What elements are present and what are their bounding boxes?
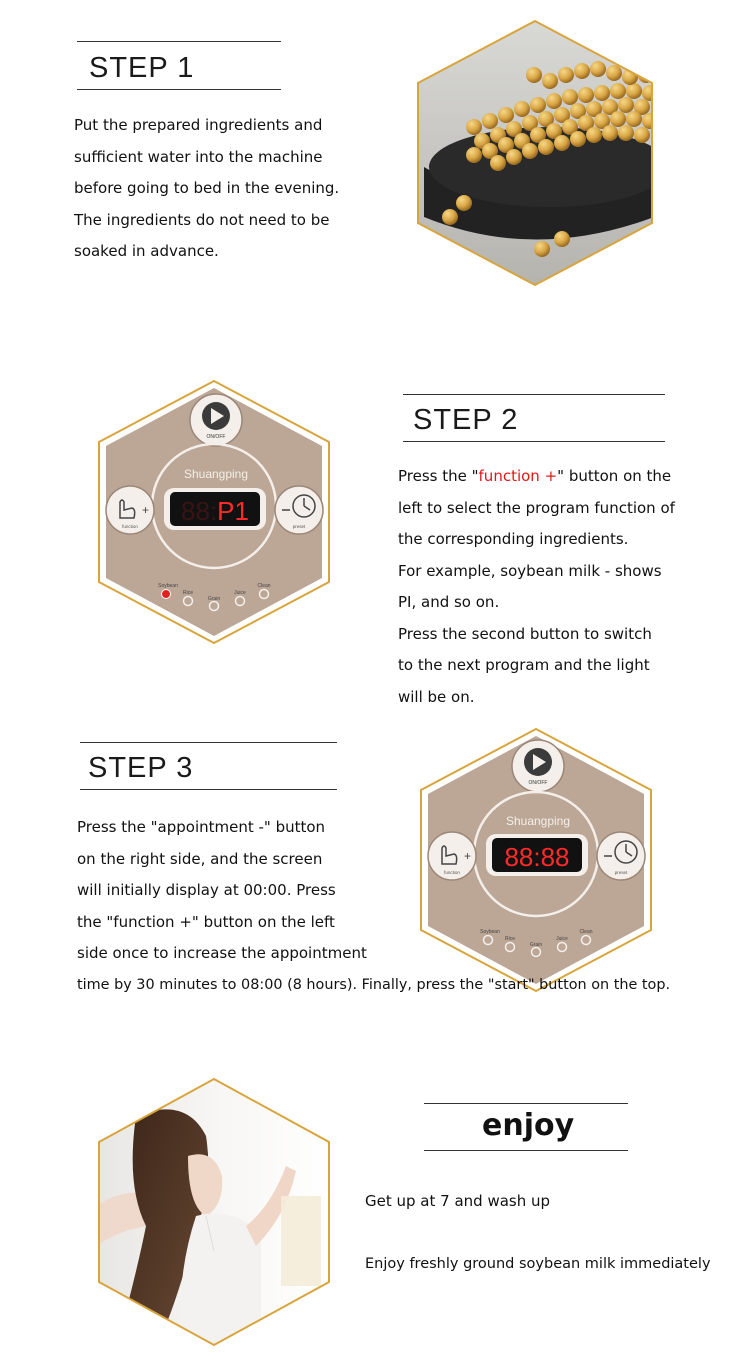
function-plus-highlight: function + — [478, 467, 558, 485]
function-label: function — [122, 524, 138, 529]
step3-title: STEP 3 — [88, 752, 194, 784]
step1-line: soaked in advance. — [74, 242, 219, 260]
svg-text:+: + — [464, 849, 472, 863]
led-display: 88:88 — [504, 842, 570, 872]
step3-bottom-rule — [80, 789, 337, 790]
woman-waking-image — [96, 1076, 332, 1348]
svg-text:Clean: Clean — [257, 583, 271, 589]
step1-title: STEP 1 — [89, 52, 195, 84]
step1-top-rule — [77, 41, 281, 42]
soybean-bowl-image — [414, 17, 656, 289]
step2-line: Press the second button to switch — [398, 624, 652, 643]
step2-title: STEP 2 — [413, 404, 519, 436]
svg-text:Rice: Rice — [504, 936, 516, 942]
svg-text:Grain: Grain — [529, 942, 543, 948]
svg-text:Rice: Rice — [182, 590, 194, 596]
svg-text:Soybean: Soybean — [480, 929, 500, 935]
svg-text:ON/OFF: ON/OFF — [528, 780, 548, 786]
svg-text:Clean: Clean — [579, 929, 593, 935]
step1-text — [74, 110, 339, 268]
step3-line: on the right side, and the screen — [77, 849, 323, 868]
svg-text:Shuangping: Shuangping — [505, 814, 571, 828]
step1-line: before going to bed in the evening. — [74, 179, 340, 197]
step1-line: Put the prepared ingredients and — [74, 116, 323, 134]
svg-text:function: function — [444, 870, 460, 875]
step1-line: sufficient water into the machine — [74, 147, 323, 166]
svg-text:+: + — [142, 503, 150, 517]
control-panel-image-step2 — [96, 378, 332, 646]
step2-line: the corresponding ingredients. — [398, 530, 629, 548]
svg-text:Soybean: Soybean — [158, 583, 178, 589]
step3-line: Press the "appointment -" button — [77, 818, 326, 836]
brand-label: Shuangping — [183, 467, 249, 481]
enjoy-line-1: Get up at 7 and wash up — [365, 1192, 551, 1210]
step2-line: For example, soybean milk - shows — [398, 561, 662, 580]
step3-last-line — [77, 970, 670, 1002]
onoff-label: ON/OFF — [206, 434, 226, 440]
step2-bottom-rule — [403, 441, 665, 442]
step2-text — [398, 461, 675, 713]
step2-line: will be on. — [398, 687, 475, 706]
step2-line: Press the "function +" button on the — [398, 467, 672, 485]
step3-line: will initially display at 00:00. Press — [77, 881, 336, 899]
svg-text:Juice: Juice — [234, 590, 246, 596]
step1-bottom-rule — [77, 89, 281, 90]
enjoy-bottom-rule — [424, 1150, 628, 1151]
step2-line: left to select the program function of — [398, 498, 675, 517]
control-panel-image-step3 — [418, 726, 654, 994]
svg-text:Juice: Juice — [556, 936, 568, 942]
step1-line: The ingredients do not need to be — [74, 210, 330, 229]
preset-label: preset — [292, 524, 306, 529]
enjoy-title: enjoy — [482, 1108, 575, 1143]
svg-text:Grain: Grain — [207, 596, 221, 602]
step3-line: time by 30 minutes to 08:00 (8 hours). Finally, press the "start" button on the top. — [77, 977, 671, 993]
step2-line: PI, and so on. — [398, 593, 500, 611]
enjoy-top-rule — [424, 1103, 628, 1104]
step2-line: to the next program and the light — [398, 656, 650, 674]
svg-text:preset: preset — [614, 870, 628, 875]
step2-top-rule — [403, 394, 665, 395]
led-display: 88:P1 — [181, 496, 249, 526]
step3-top-rule — [80, 742, 337, 743]
step3-line: the "function +" button on the left — [77, 912, 335, 931]
enjoy-line-2: Enjoy freshly ground soybean milk immediately — [365, 1256, 711, 1272]
step3-text — [77, 812, 367, 970]
step3-line: side once to increase the appointment — [77, 944, 367, 962]
